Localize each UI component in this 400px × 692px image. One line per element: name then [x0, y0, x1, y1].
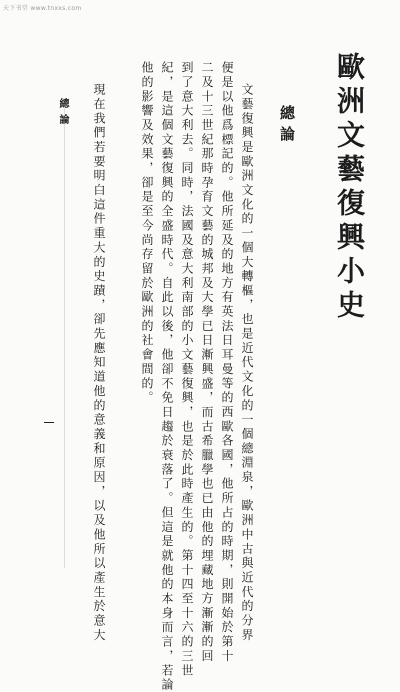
- book-title: 歐洲文藝復興小史: [333, 52, 366, 324]
- paragraph-1-line-1: 文藝復興是歐洲文化的一個大轉樞，也是近代文化的一個總淵泉，歐洲中古與近代的分界: [240, 83, 254, 643]
- paragraph-1-line-4: 到了意大利去。同時，法國及意大利南部的小文藝復興，也是於此時產生的。第十四至十六的三世: [180, 61, 194, 679]
- watermark: 天下书堂 www.tnxxs.com: [3, 5, 82, 12]
- page-number-mark: [44, 422, 54, 423]
- paragraph-2-line-1: 現在我們若要明白這件重大的史蹟，卻先應知道他的意義和原因，以及他所以產生於意大: [92, 83, 106, 643]
- paragraph-1-line-3: 二及十三世紀那時孕育文藝的城邦及大學已日漸興盛，而古希臘學也已由他的埋藏地方漸漸的回: [200, 61, 214, 664]
- paragraph-1-line-6: 他的影響及效果，卻是至今尚存留於歐洲的社會間的。: [140, 61, 154, 406]
- paragraph-1-line-5: 紀，是這個文藝復興的全盛時代。自此以後，他卻不免日趨於衰落了。但這是就他的本身而言，若論: [160, 61, 174, 692]
- paragraph-1-line-2: 便是以他爲標記的。他所延及的地方有英法日耳曼等的西歐各國，他所占的時期，則開始於第十: [220, 61, 234, 664]
- section-heading: 總論: [278, 105, 296, 147]
- page-edge-rule: [64, 108, 65, 568]
- running-header: 總論: [57, 98, 68, 130]
